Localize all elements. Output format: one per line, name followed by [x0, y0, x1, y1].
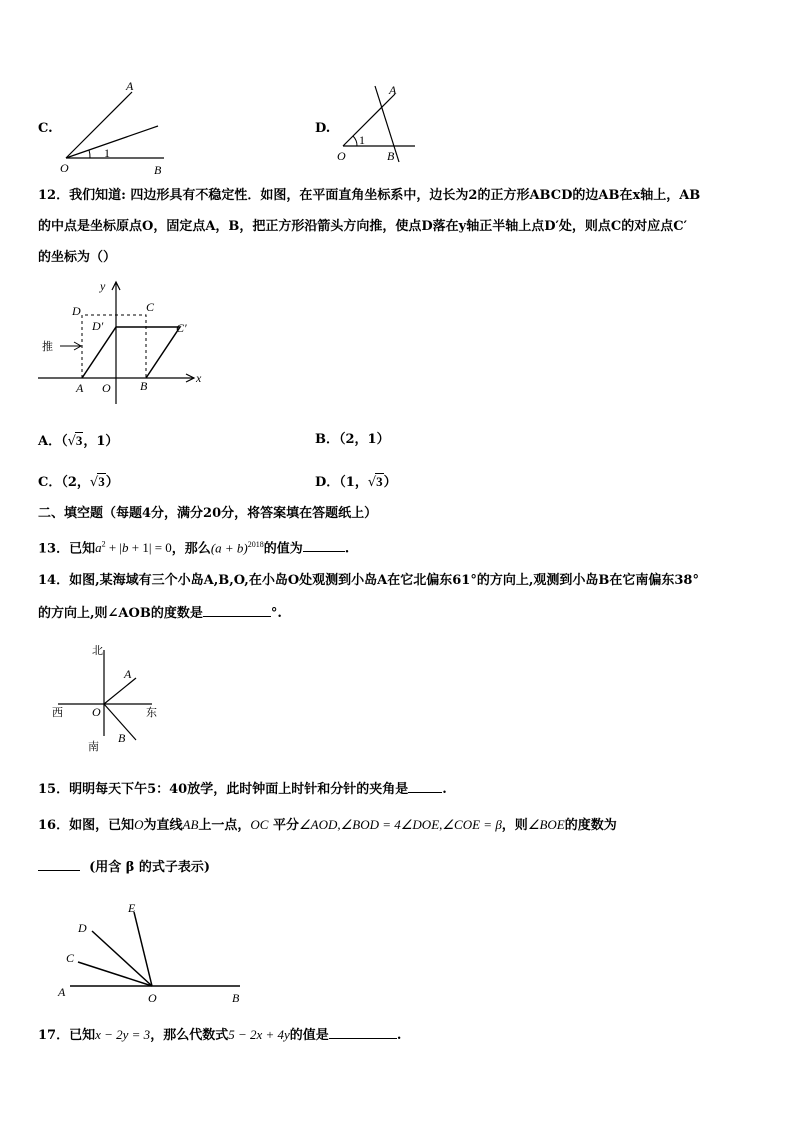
- q12-option-d: D．（1，√3）: [315, 474, 397, 490]
- q12-fig-x: x: [196, 371, 202, 385]
- fig-c-label-b: B: [154, 163, 162, 177]
- q12-fig-cprime: C′: [176, 321, 187, 335]
- q14-fig-south: 南: [88, 740, 99, 753]
- q12-figure: [36, 278, 208, 408]
- option-d-figure: [335, 80, 425, 168]
- q15-answer-blank: [408, 780, 442, 793]
- q12-line3: 的坐标为（）: [38, 250, 117, 265]
- q12-line2: 的中点是坐标原点O，固定点A，B，把正方形沿箭头方向推，使点D落在y轴正半轴上点D′处，则点C的对应点C′: [38, 219, 688, 234]
- q12-fig-y: y: [100, 279, 106, 293]
- q12-fig-c: C: [146, 300, 155, 314]
- q12-fig-d: D: [72, 304, 81, 318]
- q16-figure: [54, 898, 254, 1008]
- q16-line1: 16．如图，已知O为直线AB上一点，OC 平分∠AOD,∠BOD = 4∠DOE,∠COE = β，则∠BOE的度数为: [38, 817, 617, 833]
- q14-fig-north: 北: [92, 644, 103, 657]
- q14-fig-b: B: [118, 731, 126, 745]
- q16-fig-e: E: [128, 901, 136, 915]
- q14-fig-west: 西: [52, 706, 63, 719]
- q14-answer-blank: [203, 604, 271, 617]
- q15: 15．明明每天下午5：40放学，此时钟面上时针和分针的夹角是 .: [38, 782, 447, 797]
- q17-answer-blank: [329, 1026, 397, 1039]
- fig-d-label-a: A: [389, 83, 397, 97]
- q12-fig-o: O: [102, 381, 111, 395]
- option-c-label: C.: [38, 121, 53, 136]
- section-2-heading: 二、填空题（每题4分，满分20分，将答案填在答题纸上）: [38, 506, 378, 521]
- fig-c-label-o: O: [60, 161, 69, 175]
- q16-fig-a: A: [58, 985, 66, 999]
- q12-fig-b: B: [140, 379, 148, 393]
- q17: 17．已知x − 2y = 3，那么代数式5 − 2x + 4y的值是 .: [38, 1027, 402, 1043]
- q14-fig-a: A: [124, 667, 132, 681]
- q13-answer-blank: [303, 539, 345, 552]
- q16-line2: (用含 β 的式子表示): [38, 858, 210, 876]
- q16-fig-o: O: [148, 991, 157, 1005]
- q16-answer-blank: [38, 858, 80, 871]
- fig-d-label-b: B: [387, 149, 395, 163]
- q16-fig-c: C: [66, 951, 75, 965]
- q16-fig-b: B: [232, 991, 240, 1005]
- q16-fig-d: D: [78, 921, 87, 935]
- q14-fig-o: O: [92, 705, 101, 719]
- fig-d-label-o: O: [337, 149, 346, 163]
- q12-line1: 12．我们知道: 四边形具有不稳定性．如图，在平面直角坐标系中，边长为2的正方形ABCD的边AB在x轴上，AB: [38, 188, 701, 203]
- fig-c-label-a: A: [126, 79, 134, 93]
- q12-fig-dprime: D′: [92, 319, 104, 333]
- option-d-label: D.: [315, 121, 331, 136]
- q12-fig-push: 推: [42, 340, 53, 353]
- q12-option-c: C．（2，√3）: [38, 474, 119, 490]
- q13: 13．已知$a^2 + |b + 1| = 0$，那么$(a + b)^{2018}$的值为 .: [38, 540, 350, 557]
- q14-line2: 的方向上,则∠AOB的度数是 °.: [38, 606, 282, 621]
- q12-option-b: B．（2，1）: [315, 432, 390, 447]
- q12-fig-a: A: [76, 381, 84, 395]
- q14-fig-east: 东: [146, 706, 157, 719]
- q12-option-a: A．（√3，1）: [38, 433, 119, 449]
- fig-c-label-1: 1: [104, 146, 110, 160]
- option-c-figure: [60, 80, 180, 180]
- fig-d-label-1: 1: [359, 133, 365, 147]
- q14-figure: [48, 640, 168, 755]
- q14-line1: 14．如图,某海域有三个小岛A,B,O,在小岛O处观测到小岛A在它北偏东61°的方向上,观测到小岛B在它南偏东38°: [38, 573, 699, 588]
